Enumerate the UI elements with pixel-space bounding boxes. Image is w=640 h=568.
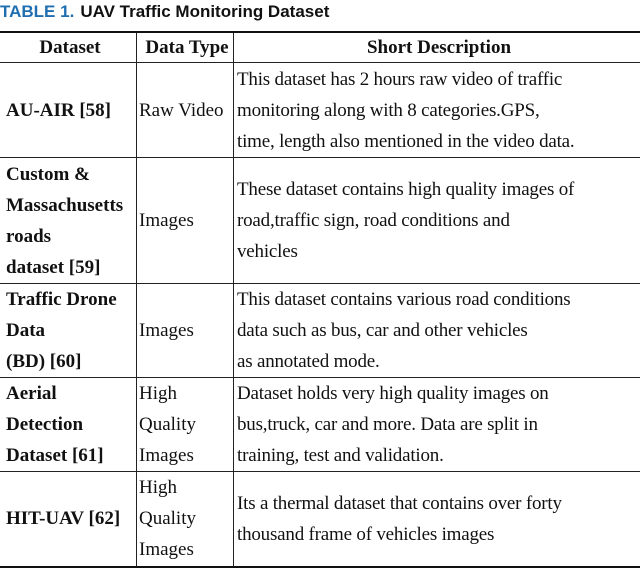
dataset-table xyxy=(0,31,640,568)
header-row xyxy=(0,32,640,63)
table-row xyxy=(0,284,640,378)
dataset-cell: Traffic Drone Data (BD) [60] xyxy=(0,284,137,378)
dataset-cell: AU-AIR [58] xyxy=(0,63,137,158)
description-cell: Its a thermal dataset that contains over forty thousand frame of vehicles images xyxy=(234,472,640,567)
table-label: TABLE 1. xyxy=(0,2,74,21)
data-type-cell: High Quality Images xyxy=(137,378,234,472)
table-row xyxy=(0,378,640,472)
description-cell: Dataset holds very high quality images on bus,truck, car and more. Data are split in training, test and validation. xyxy=(234,378,640,472)
description-cell: This dataset contains various road conditions data such as bus, car and other vehicles as annotated mode. xyxy=(234,284,640,378)
table-row xyxy=(0,63,640,158)
header-short-description: Short Description xyxy=(234,32,640,63)
table-row xyxy=(0,158,640,284)
data-type-cell: Raw Video xyxy=(137,63,234,158)
dataset-cell: Custom & Massachusetts roads dataset [59] xyxy=(0,158,137,284)
header-data-type: Data Type xyxy=(137,32,234,63)
dataset-cell: HIT-UAV [62] xyxy=(0,472,137,567)
dataset-cell: Aerial Detection Dataset [61] xyxy=(0,378,137,472)
description-cell: These dataset contains high quality images of road,traffic sign, road conditions and vehicles xyxy=(234,158,640,284)
table-title: UAV Traffic Monitoring Dataset xyxy=(80,2,329,21)
table-caption xyxy=(0,2,329,22)
header-dataset: Dataset xyxy=(0,32,137,63)
data-type-cell: Images xyxy=(137,284,234,378)
description-cell: This dataset has 2 hours raw video of traffic monitoring along with 8 categories.GPS, time, length also mentioned in the video data. xyxy=(234,63,640,158)
data-type-cell: High Quality Images xyxy=(137,472,234,567)
table-row xyxy=(0,472,640,567)
data-type-cell: Images xyxy=(137,158,234,284)
